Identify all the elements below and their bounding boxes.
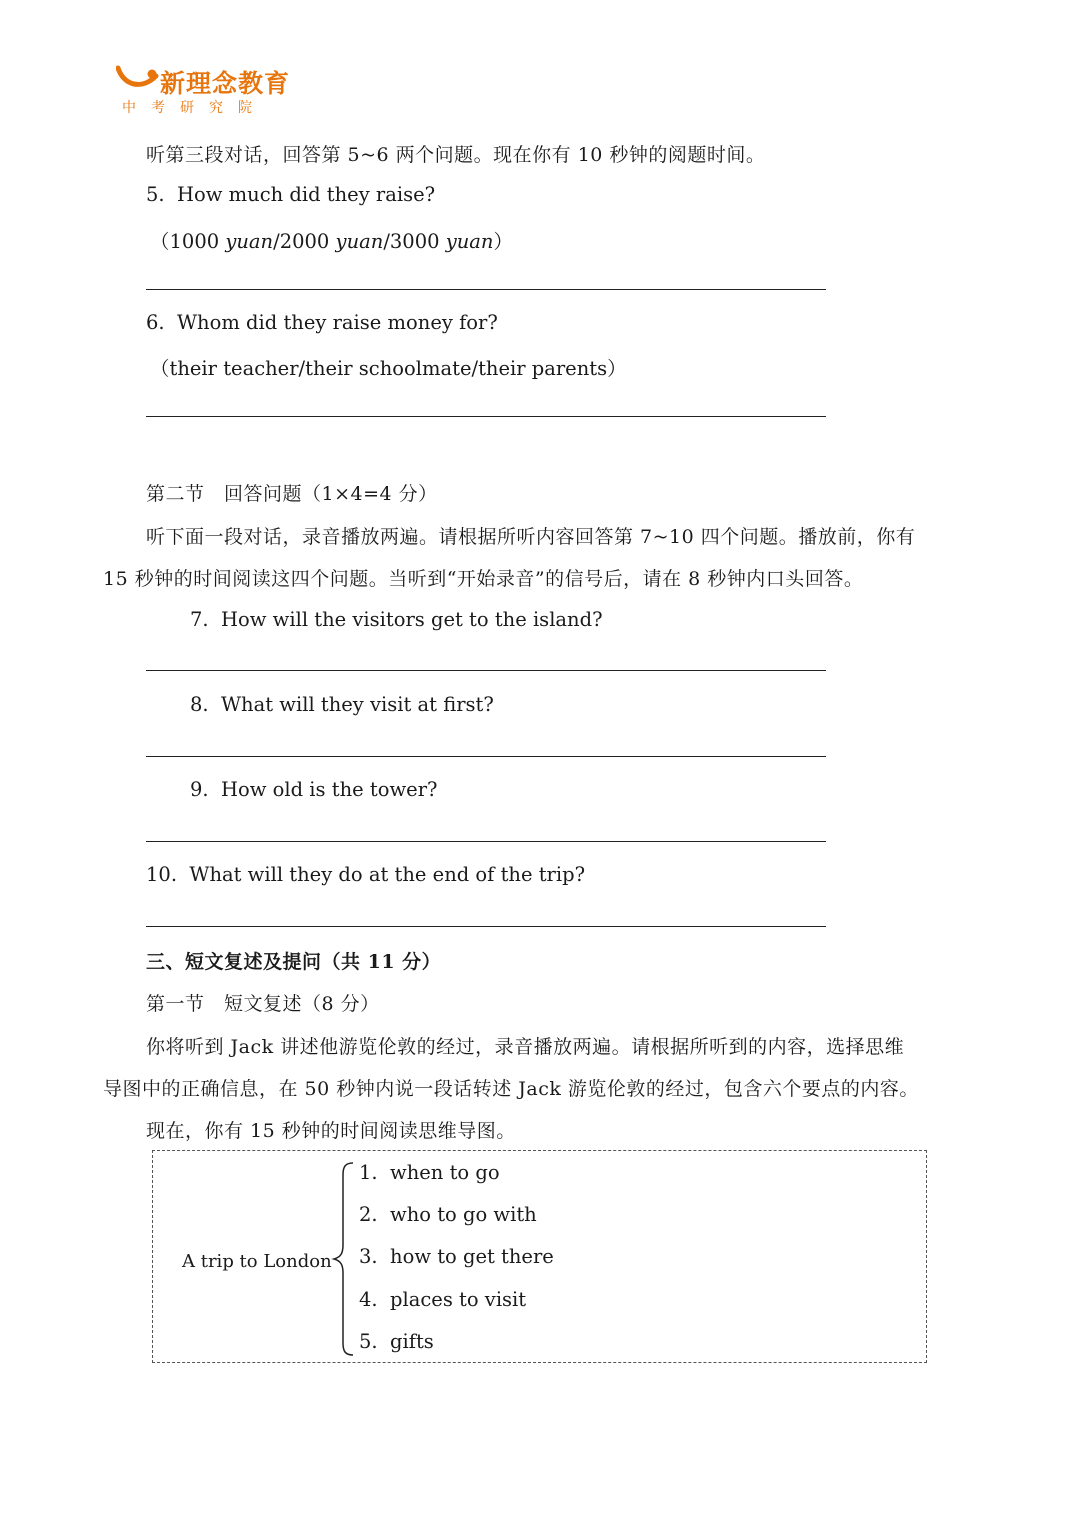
mind-map-item: 4. places to visit [359,1288,527,1311]
logo-subtitle: 中考研究院 [122,100,267,116]
question-9: 9. How old is the tower? [190,778,438,801]
section2-heading: 第二节 回答问题（1×4=4 分） [146,483,438,505]
section2-intro-line2: 15 秒钟的时间阅读这四个问题。当听到“开始录音”的信号后，请在 8 秒钟内口头回答。 [103,568,864,590]
question-5-options: （1000 yuan/2000 yuan/3000 yuan） [150,230,514,253]
section2-intro-line1: 听下面一段对话，录音播放两遍。请根据所听内容回答第 7~10 四个问题。播放前，你有 [146,526,916,548]
question-text: How much did they raise? [177,183,436,206]
curly-brace-icon [331,1157,361,1357]
part1-intro: 听第三段对话，回答第 5~6 两个问题。现在你有 10 秒钟的阅题时间。 [146,144,766,166]
question-10: 10. What will they do at the end of the trip? [146,863,586,886]
question-5 [146,183,435,206]
logo-name: 新理念教育 [160,69,291,98]
part3-intro-line2: 导图中的正确信息，在 50 秒钟内说一段话转述 Jack 游览伦敦的经过，包含六个要点的内容。 [103,1078,919,1100]
question-number: 6. [146,311,165,334]
part3-subheading: 第一节 短文复述（8 分） [146,993,380,1015]
logo-swoosh-icon [116,62,162,96]
question-text: Whom did they raise money for? [177,311,498,334]
mind-map-item: 5. gifts [359,1330,434,1353]
part3-intro-line1: 你将听到 Jack 讲述他游览伦敦的经过，录音播放两遍。请根据所听到的内容，选择思维 [146,1036,905,1058]
mind-map-box [152,1150,927,1363]
question-7: 7. How will the visitors get to the island? [190,608,603,631]
question-8: 8. What will they visit at first? [190,693,494,716]
question-6 [146,311,498,334]
answer-line-8[interactable] [146,756,826,757]
mind-map-item: 1. when to go [359,1161,500,1184]
part3-heading: 三、短文复述及提问（共 11 分） [146,951,442,973]
mind-map-item: 2. who to go with [359,1203,537,1226]
answer-line-10[interactable] [146,926,826,927]
answer-line-9[interactable] [146,841,826,842]
question-number: 5. [146,183,165,206]
answer-line-7[interactable] [146,670,826,671]
logo [116,62,316,122]
answer-line-5[interactable] [146,289,826,290]
answer-line-6[interactable] [146,416,826,417]
part3-intro-line3: 现在，你有 15 秒钟的时间阅读思维导图。 [146,1120,516,1142]
mind-map-item: 3. how to get there [359,1245,554,1268]
mind-map-center: A trip to London [182,1251,332,1272]
question-6-options: （their teacher/their schoolmate/their parents） [150,357,627,380]
